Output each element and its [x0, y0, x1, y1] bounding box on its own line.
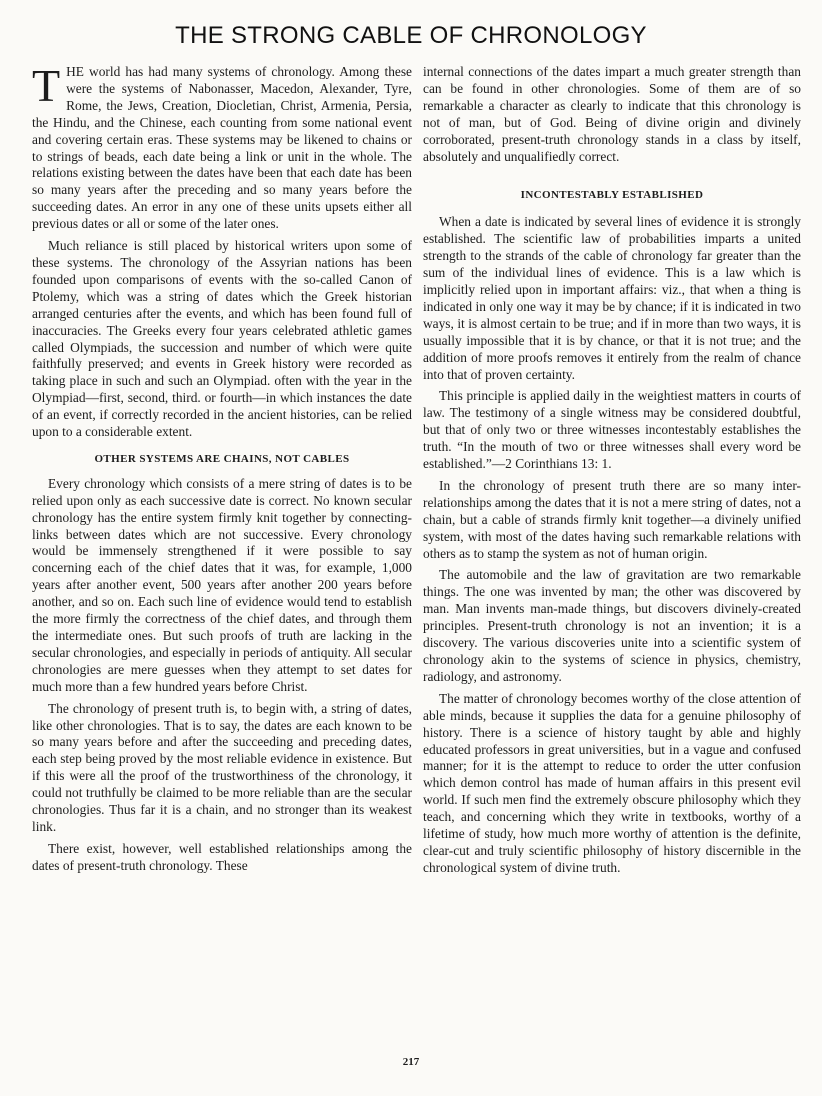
- section-heading: OTHER SYSTEMS ARE CHAINS, NOT CABLES: [94, 452, 350, 465]
- paragraph-text: HE world has had many systems of chronology. Among these were the systems of Nabonasser, Macedon, Alexander, Tyre, Rome, the Jews, Creation, Diocletian, Christ, Armenia, Persia, the Hindu, and the Chinese, each counting from some national event and covering certain eras. These systems may be likened to chains or to strings of beads, each date being a link or unit in the whole. The relations existing between the dates have been that each date has been so many years after the preceding and so many years before the succeeding dates. An error in any one of these units upsets either all previous dates or all or some of the later ones.: [32, 64, 412, 232]
- page-number: 217: [402, 1056, 420, 1068]
- drop-cap: T: [32, 60, 61, 111]
- paragraph: The chronology of present truth is, to begin with, a string of dates, like other chronologies. That is to say, the dates are each known to be so many years before and after the succeeding and preceding dates, each step being proved by the most reliable evidence in existence. But if this were all the proof of the trustworthiness of the chronology, it could not truthfully be claimed to be more reliable than are the secular chronologies. Thus far it is a chain, and no stronger than its weakest link.: [32, 700, 412, 834]
- paragraph: The automobile and the law of gravitation are two remarkable things. The one was invented by man; the other was discovered by man. Man invents man-made things, but discovers divinely-created principles. Present-truth chronology is not an invention; it is a discovery. The various discoveries unite into a scientific system of chronology akin to the systems of science in physics, chemistry, radiology, and astronomy.: [423, 567, 801, 684]
- right-column: [423, 64, 801, 882]
- paragraph: When a date is indicated by several lines of evidence it is strongly established. The scientific law of probabilities imparts a united strength to the strands of the cable of chronology far greater than the sum of the individual lines of evidence. This is a law which is implicitly relied upon in important affairs: viz., that when a thing is indicated in only one way it may be by chance; if it is indicated in two ways, it is almost certain to be true; and if in more than two ways, it is usually impossible that it is by chance, or that it is not true; and the addition of more proofs removes it entirely from the realm of chance into that of proven certainty.: [423, 214, 801, 382]
- page-title: THE STRONG CABLE OF CHRONOLOGY: [175, 22, 647, 49]
- paragraph: Much reliance is still placed by historical writers upon some of these systems. The chronology of the Assyrian nations has been founded upon comparisons of events with the so-called Canon of Ptolemy, which was a string of dates which the Greek historian arranged centuries after the events, and which has been found full of inaccuracies. The Greeks every four years celebrated athletic games called Olympiads, the succession and number of which were quite faithfully preserved; and events in Greek history were recorded as taking place in such and such an Olympiad. often with the year in the Olympiad—first, second, third. or fourth—in which instances the date of an event, if correctly recorded in the ancient histories, can be relied upon to a considerable extent.: [32, 238, 412, 440]
- left-column: [32, 60, 412, 880]
- paragraph: In the chronology of present truth there are so many inter-relationships among the dates that it is not a mere string of dates, not a chain, but a cable of strands firmly knit together—a divinely unified system, with most of the dates having such remarkable relations with others as to stamp the system as not of human origin.: [423, 477, 801, 561]
- paragraph: [32, 60, 412, 233]
- paragraph: The matter of chronology becomes worthy of the close attention of able minds, because it supplies the data for a genuine philosophy of history. There is a science of history taught by able and highly educated professors in great universities, but in a vague and confused manner; for it is the attempt to reduce to order the utter confusion which demon control has made of human affairs in this present evil world. If such men find the extremely obscure philosophy which they teach, and concerning which they write in textbooks, worthy of a lifetime of study, how much more worthy of attention is the definite, clear-cut and truly scientific philosophy of history discernible in the chronological system of divine truth.: [423, 690, 801, 875]
- paragraph: This principle is applied daily in the weightiest matters in courts of law. The testimony of a single witness may be considered doubtful, but that of only two or three witnesses incontestably establishes the truth. “In the mouth of two or three witnesses shall every word be established.”—2 Corinthians 13: 1.: [423, 388, 801, 472]
- paragraph: Every chronology which consists of a mere string of dates is to be relied upon only as each successive date is correct. No known secular chronology has the entire system firmly knit together by connecting-links between dates which are not successive. Every chronology would be immensely strengthened if it were possible to say concerning each of the chief dates that it was, for example, 1,000 years after another event, 500 years after another 200 years before another, and so on. Each such line of evidence would tend to establish the more firmly the correctness of the chief dates, and through them the intermediate ones. But such proofs of truth are lacking in the secular chronologies, and especially in periods of antiquity. All secular chronologies are mere guesses when they attempt to set dates for much more than a few hundred years before Christ.: [32, 475, 412, 694]
- paragraph: internal connections of the dates impart a much greater strength than can be found in other chronologies. Some of them are of so remarkable a character as clearly to indicate that this chronology is not of man, but of God. Being of divine origin and divinely corroborated, present-truth chronology stands in a class by itself, absolutely and unqualifiedly correct.: [423, 64, 801, 164]
- paragraph: There exist, however, well established relationships among the dates of present-truth chronology. These: [32, 840, 412, 873]
- section-heading: INCONTESTABLY ESTABLISHED: [520, 189, 704, 202]
